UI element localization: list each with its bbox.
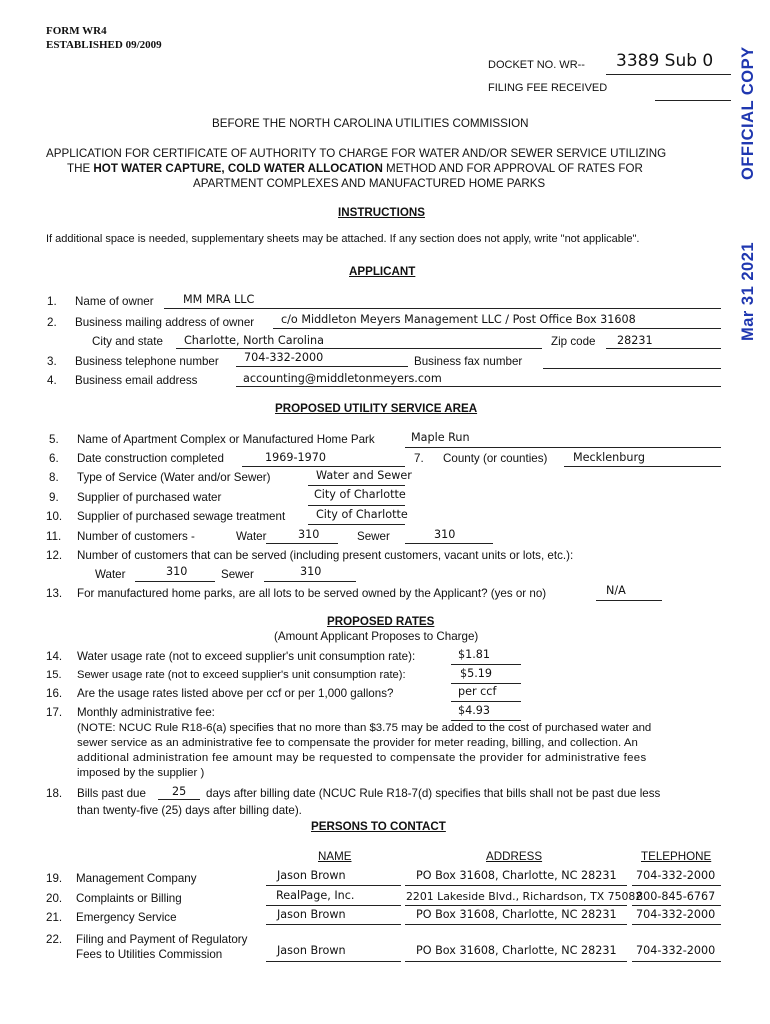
- management-address-line: [405, 885, 627, 886]
- business-email-label: Business email address: [75, 374, 198, 387]
- contacts-heading: PERSONS TO CONTACT: [311, 820, 446, 833]
- regulatory-phone-field[interactable]: 704-332-2000: [636, 944, 716, 957]
- past-due-days-field[interactable]: 25: [172, 785, 187, 798]
- q12-water-label: Water: [95, 568, 126, 581]
- billing-name-field[interactable]: RealPage, Inc.: [276, 889, 355, 902]
- q12-water-line: [135, 581, 215, 582]
- complex-name-field[interactable]: Maple Run: [411, 431, 470, 444]
- mailing-address-field[interactable]: c/o Middleton Meyers Management LLC / Post Office Box 31608: [281, 313, 636, 326]
- col-name-header: NAME: [318, 850, 352, 863]
- q11-number: 11.: [46, 530, 62, 543]
- city-state-label: City and state: [92, 335, 163, 348]
- q8-number: 8.: [49, 471, 59, 484]
- q11-sewer-line: [405, 543, 493, 544]
- city-state-field[interactable]: Charlotte, North Carolina: [184, 334, 324, 347]
- complex-name-line: [405, 447, 721, 448]
- emergency-address-line: [405, 924, 627, 925]
- lots-owned-label: For manufactured home parks, are all lots to be served owned by the Applicant? (yes or no): [77, 587, 547, 600]
- business-phone-line: [236, 366, 408, 367]
- regulatory-address-line: [405, 961, 627, 962]
- past-due-label: Bills past due: [77, 787, 146, 800]
- col-phone-header: TELEPHONE: [641, 850, 712, 863]
- admin-fee-field[interactable]: $4.93: [458, 704, 491, 717]
- lots-owned-line: [596, 600, 662, 601]
- business-phone-field[interactable]: 704-332-2000: [244, 351, 324, 364]
- complaints-billing-label: Complaints or Billing: [76, 892, 182, 905]
- past-due-rule-text: days after billing date (NCUC Rule R18-7(d) specifies that bills shall not be past due less: [206, 787, 661, 800]
- emergency-address-field[interactable]: PO Box 31608, Charlotte, NC 28231: [416, 908, 617, 921]
- form-established: ESTABLISHED 09/2009: [46, 39, 162, 51]
- owner-name-line: [164, 308, 721, 309]
- rate-unit-field[interactable]: per ccf: [458, 685, 497, 698]
- water-rate-line: [451, 664, 521, 665]
- filing-fee-line: [655, 100, 731, 101]
- servable-customers-label: Number of customers that can be served (including present customers, vacant units or lots, etc.):: [77, 549, 574, 562]
- lots-owned-field[interactable]: N/A: [606, 584, 626, 597]
- business-fax-label: Business fax number: [414, 355, 523, 368]
- emergency-phone-line: [632, 924, 721, 925]
- emergency-phone-field[interactable]: 704-332-2000: [636, 908, 716, 921]
- zip-code-field[interactable]: 28231: [617, 334, 653, 347]
- construction-date-label: Date construction completed: [77, 452, 224, 465]
- business-email-field[interactable]: accounting@middletonmeyers.com: [243, 372, 442, 385]
- billing-address-field[interactable]: 2201 Lakeside Blvd., Richardson, TX 75082: [406, 890, 643, 903]
- q12-number: 12.: [46, 549, 63, 562]
- q11-sewer-label: Sewer: [357, 530, 390, 543]
- instructions-heading: INSTRUCTIONS: [338, 206, 425, 219]
- q16-number: 16.: [46, 687, 63, 700]
- business-email-line: [236, 386, 721, 387]
- rate-unit-label: Are the usage rates listed above per ccf or per 1,000 gallons?: [77, 687, 394, 700]
- management-name-line: [266, 885, 401, 886]
- q12-sewer-line: [264, 581, 356, 582]
- water-supplier-label: Supplier of purchased water: [77, 491, 222, 504]
- q11-water-label: Water: [236, 530, 267, 543]
- management-phone-line: [632, 885, 721, 886]
- complex-name-label: Name of Apartment Complex or Manufactured Home Park: [77, 433, 375, 446]
- billing-name-line: [266, 905, 401, 906]
- form-name: FORM WR4: [46, 25, 107, 37]
- sewage-supplier-label: Supplier of purchased sewage treatment: [77, 510, 286, 523]
- application-title-line3: APARTMENT COMPLEXES AND MANUFACTURED HOME PARKS: [193, 177, 546, 190]
- billing-phone-field[interactable]: 800-845-6767: [636, 890, 716, 903]
- col-address-header: ADDRESS: [486, 850, 543, 863]
- q12-water-field[interactable]: 310: [166, 565, 188, 578]
- past-due-days-line: [158, 799, 200, 800]
- construction-date-line: [242, 466, 405, 467]
- q21-number: 21.: [46, 911, 63, 924]
- construction-date-field[interactable]: 1969-1970: [265, 451, 326, 464]
- sewer-rate-line: [451, 683, 521, 684]
- q22-number: 22.: [46, 933, 63, 946]
- rate-unit-line: [451, 701, 521, 702]
- service-type-field[interactable]: Water and Sewer: [316, 469, 412, 482]
- management-company-label: Management Company: [76, 872, 197, 885]
- water-rate-field[interactable]: $1.81: [458, 648, 491, 661]
- emergency-service-label: Emergency Service: [76, 911, 177, 924]
- regulatory-address-field[interactable]: PO Box 31608, Charlotte, NC 28231: [416, 944, 617, 957]
- management-name-field[interactable]: Jason Brown: [277, 869, 346, 882]
- service-type-label: Type of Service (Water and/or Sewer): [77, 471, 271, 484]
- rates-subheading: (Amount Applicant Proposes to Charge): [274, 630, 479, 643]
- past-due-rule-text-2: than twenty-five (25) days after billing date).: [77, 804, 302, 817]
- regulatory-phone-line: [632, 961, 721, 962]
- regulatory-fees-label-2: Fees to Utilities Commission: [76, 948, 223, 961]
- county-line: [564, 466, 721, 467]
- admin-fee-label: Monthly administrative fee:: [77, 706, 215, 719]
- q15-number: 15.: [46, 669, 62, 681]
- water-rate-label: Water usage rate (not to exceed supplier's unit consumption rate):: [77, 650, 416, 663]
- owner-name-field[interactable]: MM MRA LLC: [183, 293, 255, 306]
- q11-water-line: [266, 543, 338, 544]
- q20-number: 20.: [46, 892, 63, 905]
- q5-number: 5.: [49, 433, 59, 446]
- q11-sewer-field[interactable]: 310: [434, 528, 456, 541]
- customer-count-label: Number of customers -: [77, 530, 195, 543]
- q3-number: 3.: [47, 355, 57, 368]
- q6-number: 6.: [49, 452, 59, 465]
- instructions-text: If additional space is needed, supplementary sheets may be attached. If any section does not apply, write "not applicable".: [46, 233, 640, 245]
- county-field[interactable]: Mecklenburg: [573, 451, 645, 464]
- applicant-heading: APPLICANT: [349, 265, 416, 278]
- business-phone-label: Business telephone number: [75, 355, 219, 368]
- docket-value: 3389 Sub 0: [616, 51, 714, 71]
- management-address-field[interactable]: PO Box 31608, Charlotte, NC 28231: [416, 869, 617, 882]
- q14-number: 14.: [46, 650, 63, 663]
- emergency-name-line: [266, 924, 401, 925]
- commission-title: BEFORE THE NORTH CAROLINA UTILITIES COMMISSION: [212, 117, 529, 130]
- emergency-name-field[interactable]: Jason Brown: [277, 908, 346, 921]
- docket-line: [606, 74, 731, 75]
- water-supplier-field[interactable]: City of Charlotte: [314, 488, 406, 501]
- owner-name-label: Name of owner: [75, 295, 154, 308]
- q2-number: 2.: [47, 316, 57, 329]
- zip-code-line: [606, 348, 721, 349]
- q17-number: 17.: [46, 706, 63, 719]
- application-title-line2: THE HOT WATER CAPTURE, COLD WATER ALLOCATION METHOD AND FOR APPROVAL OF RATES FOR: [67, 162, 643, 175]
- q10-number: 10.: [46, 510, 63, 523]
- docket-label: DOCKET NO. WR--: [488, 59, 585, 71]
- regulatory-name-line: [266, 961, 401, 962]
- application-title-line1: APPLICATION FOR CERTIFICATE OF AUTHORITY TO CHARGE FOR WATER AND/OR SEWER SERVICE UTILIZING: [46, 147, 667, 160]
- sewer-rate-field[interactable]: $5.19: [460, 667, 493, 680]
- q18-number: 18.: [46, 787, 63, 800]
- rates-heading: PROPOSED RATES: [327, 615, 435, 628]
- sewer-rate-label: Sewer usage rate (not to exceed supplier's unit consumption rate):: [77, 669, 406, 681]
- regulatory-fees-label: Filing and Payment of Regulatory: [76, 933, 248, 946]
- business-fax-line: [543, 368, 721, 369]
- service-type-line: [308, 485, 405, 486]
- billing-phone-line: [632, 905, 721, 906]
- q9-number: 9.: [49, 491, 59, 504]
- q13-number: 13.: [46, 587, 63, 600]
- filing-fee-label: FILING FEE RECEIVED: [488, 82, 608, 94]
- admin-fee-note: (NOTE: NCUC Rule R18-6(a) specifies that no more than $3.75 may be added to the cost of purchased water and sewer service as an administrative fee to compensate the provider for meter reading, billing, and collection. An additional administration fee amount may be requested to compensate the provider for administrative fees imposed by the supplier ): [77, 722, 652, 779]
- water-supplier-line: [308, 505, 405, 506]
- q1-number: 1.: [47, 295, 57, 308]
- q11-water-field[interactable]: 310: [298, 528, 320, 541]
- sewage-supplier-line: [308, 524, 405, 525]
- q12-sewer-label: Sewer: [221, 568, 254, 581]
- mailing-address-line: [273, 328, 721, 329]
- filing-date-stamp: Mar 31 2021: [739, 241, 757, 341]
- q7-number: 7.: [414, 452, 424, 465]
- q19-number: 19.: [46, 872, 63, 885]
- official-copy-stamp: OFFICIAL COPY: [739, 46, 757, 180]
- service-area-heading: PROPOSED UTILITY SERVICE AREA: [275, 402, 478, 415]
- zip-code-label: Zip code: [551, 335, 596, 348]
- regulatory-name-field[interactable]: Jason Brown: [277, 944, 346, 957]
- mailing-address-label: Business mailing address of owner: [75, 316, 255, 329]
- billing-address-line: [405, 905, 627, 906]
- city-state-line: [176, 348, 542, 349]
- management-phone-field[interactable]: 704-332-2000: [636, 869, 716, 882]
- sewage-supplier-field[interactable]: City of Charlotte: [316, 508, 408, 521]
- county-label: County (or counties): [443, 452, 548, 465]
- q4-number: 4.: [47, 374, 57, 387]
- q12-sewer-field[interactable]: 310: [300, 565, 322, 578]
